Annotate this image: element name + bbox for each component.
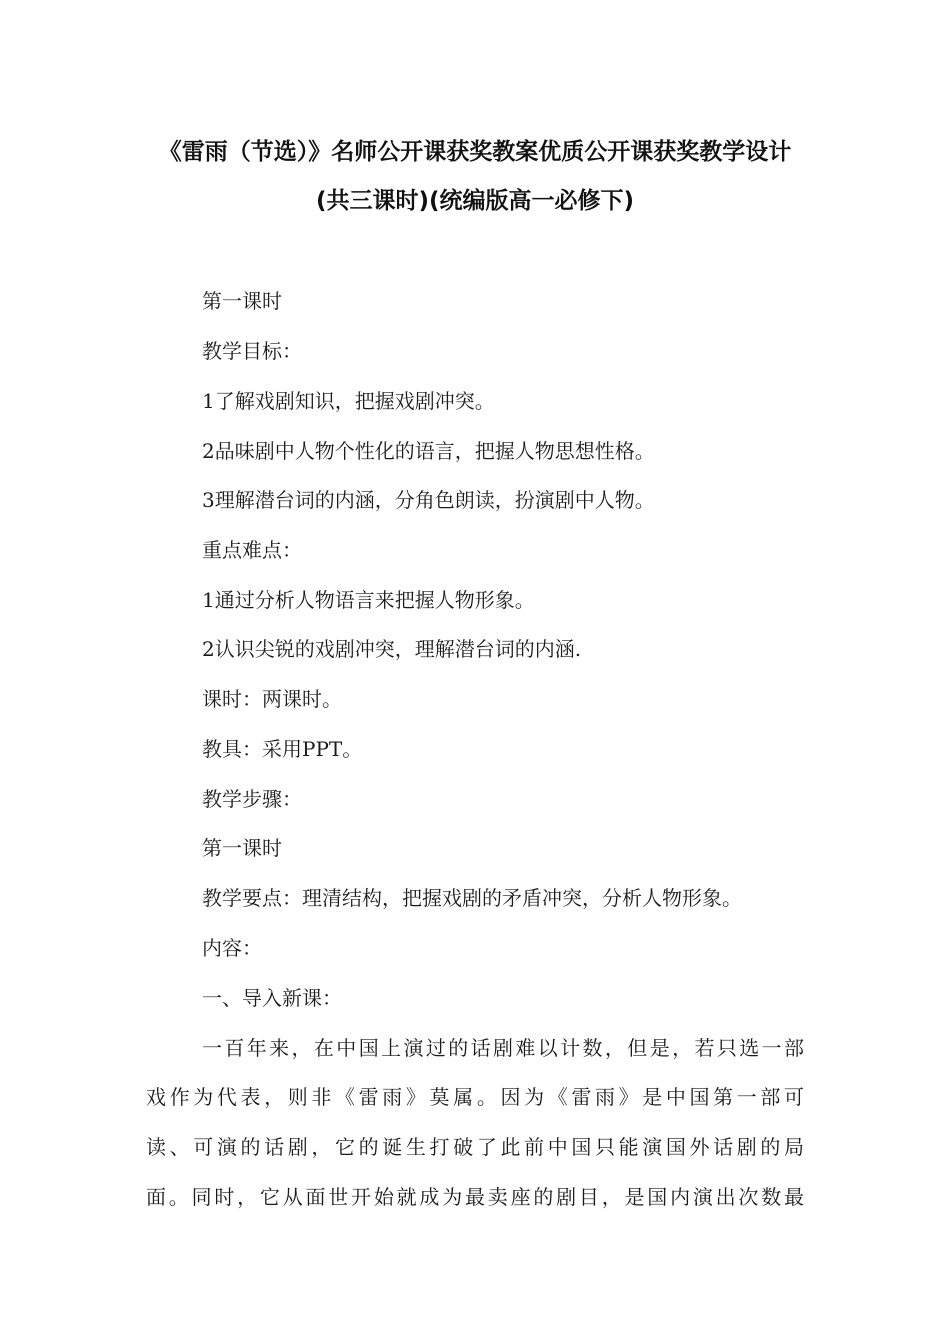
content-heading: 内容：	[202, 936, 262, 960]
paragraph-line-2: 戏作为代表，则非《雷雨》莫属。因为《雷雨》是中国第一部可	[146, 1085, 804, 1109]
teaching-points-line: 教学要点：理清结构，把握戏剧的矛盾冲突，分析人物形象。	[202, 886, 742, 910]
goal-item-3: 3理解潜台词的内涵，分角色朗读，扮演剧中人物。	[202, 488, 655, 512]
paragraph-line-1: 一百年来，在中国上演过的话剧难以计数，但是，若只选一部	[202, 1036, 804, 1060]
difficulty-item-1: 1通过分析人物语言来把握人物形象。	[202, 588, 535, 612]
difficulty-item-2: 2认识尖锐的戏剧冲突，理解潜台词的内涵.	[202, 637, 582, 661]
key-difficulties-heading: 重点难点：	[202, 538, 302, 562]
paragraph-line-4: 面。同时，它从面世开始就成为最卖座的剧目，是国内演出次数最	[146, 1185, 804, 1209]
goal-item-1: 1了解戏剧知识，把握戏剧冲突。	[202, 389, 495, 413]
section-intro-heading: 一、导入新课：	[202, 986, 342, 1010]
goal-item-2: 2品味剧中人物个性化的语言，把握人物思想性格。	[202, 439, 655, 463]
lesson-heading-2: 第一课时	[202, 836, 282, 860]
teaching-goals-heading: 教学目标：	[202, 339, 302, 363]
document-title-line-2: (共三课时)(统编版高一必修下)	[315, 188, 635, 214]
teaching-steps-heading: 教学步骤：	[202, 787, 302, 811]
lesson-heading: 第一课时	[202, 289, 282, 313]
teaching-aids-line: 教具：采用PPT。	[202, 737, 363, 761]
document-title-line-1: 《雷雨（节选）》名师公开课获奖教案优质公开课获奖教学设计	[158, 139, 792, 165]
paragraph-line-3: 读、可演的话剧，它的诞生打破了此前中国只能演国外话剧的局	[146, 1135, 804, 1159]
class-hours-line: 课时：两课时。	[202, 687, 342, 711]
